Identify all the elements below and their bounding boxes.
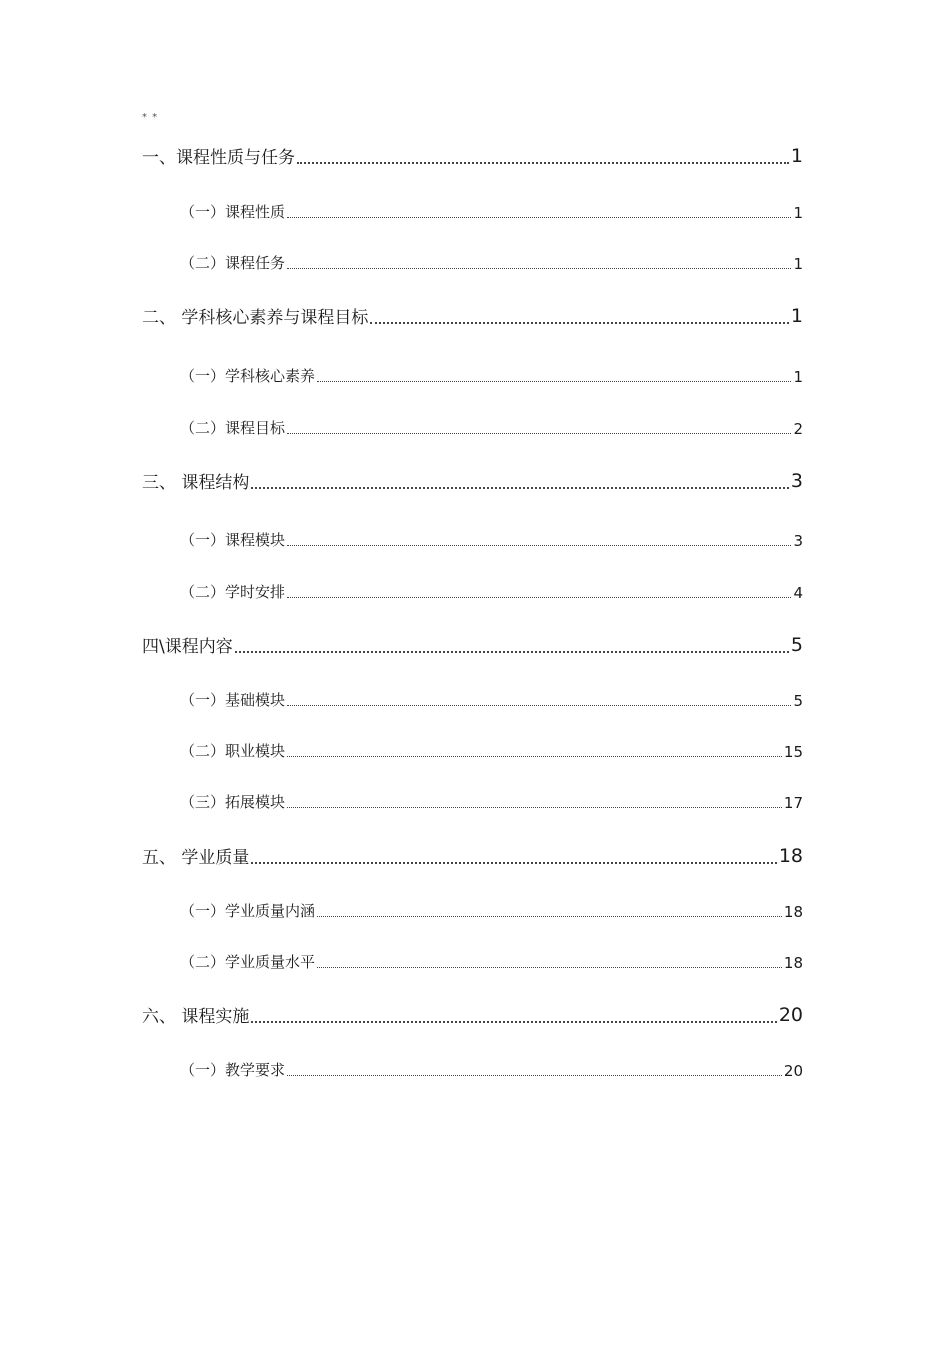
toc-entry[interactable] <box>180 740 803 761</box>
header-marker: * * <box>142 112 159 123</box>
toc-page-number: 20 <box>778 1004 803 1026</box>
toc-dot-leader <box>287 217 791 218</box>
toc-page-number: 18 <box>783 903 803 921</box>
toc-dot-leader <box>287 545 791 546</box>
toc-dot-leader <box>287 807 782 808</box>
toc-dot-leader <box>287 756 782 757</box>
toc-page-number: 1 <box>790 145 803 167</box>
toc-page-number: 3 <box>790 470 803 492</box>
toc-entry[interactable] <box>142 468 803 493</box>
toc-page-number: 1 <box>790 305 803 327</box>
toc-entry[interactable] <box>142 143 803 168</box>
toc-entry[interactable] <box>180 581 803 602</box>
toc-entry-label: （二）职业模块 <box>180 742 286 760</box>
toc-entry-label: （二）学业质量水平 <box>180 953 316 971</box>
toc-entry[interactable] <box>142 843 803 868</box>
toc-dot-leader <box>287 268 791 269</box>
toc-entry[interactable] <box>142 632 803 657</box>
toc-dot-leader <box>251 1021 776 1023</box>
toc-entry-label: （一）学科核心素养 <box>180 367 316 385</box>
toc-page-number: 5 <box>793 692 803 710</box>
toc-dot-leader <box>317 916 782 917</box>
toc-entry-label: （一）基础模块 <box>180 691 286 709</box>
toc-dot-leader <box>370 322 789 324</box>
toc-page-number: 18 <box>778 845 803 867</box>
toc-page-number: 4 <box>793 584 803 602</box>
toc-entry[interactable] <box>180 365 803 386</box>
toc-entry-label: （三）拓展模块 <box>180 793 286 811</box>
toc-dot-leader <box>287 705 791 706</box>
toc-entry-label: （一）课程模块 <box>180 531 286 549</box>
toc-entry-label: （一）学业质量内涵 <box>180 902 316 920</box>
toc-entry[interactable] <box>180 529 803 550</box>
toc-page-number: 17 <box>783 794 803 812</box>
toc-page-number: 1 <box>793 368 803 386</box>
toc-dot-leader <box>297 162 789 164</box>
toc-entry[interactable] <box>142 303 803 328</box>
toc-dot-leader <box>287 597 791 598</box>
toc-page-number: 20 <box>783 1062 803 1080</box>
toc-entry-label: 五、 学业质量 <box>142 848 250 868</box>
toc-entry[interactable] <box>180 1059 803 1080</box>
toc-entry-label: （二）学时安排 <box>180 583 286 601</box>
toc-dot-leader <box>317 381 791 382</box>
toc-dot-leader <box>287 433 791 434</box>
toc-entry[interactable] <box>180 951 803 972</box>
toc-entry-label: （二）课程目标 <box>180 419 286 437</box>
toc-entry[interactable] <box>180 900 803 921</box>
toc-page-number: 5 <box>790 634 803 656</box>
toc-entry-label: 四\课程内容 <box>142 637 233 657</box>
toc-page-number: 2 <box>793 420 803 438</box>
toc-page-number: 3 <box>793 532 803 550</box>
toc-page-number: 15 <box>783 743 803 761</box>
toc-entry-label: 一、课程性质与任务 <box>142 148 295 168</box>
toc-entry[interactable] <box>180 417 803 438</box>
toc-dot-leader <box>287 1075 782 1076</box>
toc-entry-label: 二、 学科核心素养与课程目标 <box>142 308 369 328</box>
toc-entry-label: （一）教学要求 <box>180 1061 286 1079</box>
toc-dot-leader <box>317 967 782 968</box>
toc-page-number: 18 <box>783 954 803 972</box>
toc-entry[interactable] <box>142 1002 803 1027</box>
toc-entry[interactable] <box>180 201 803 222</box>
toc-entry-label: （一）课程性质 <box>180 203 286 221</box>
toc-entry-label: （二）课程任务 <box>180 254 286 272</box>
toc-entry[interactable] <box>180 689 803 710</box>
toc-entry-label: 六、 课程实施 <box>142 1007 250 1027</box>
toc-entry[interactable] <box>180 791 803 812</box>
toc-dot-leader <box>235 651 789 653</box>
toc-entry-label: 三、 课程结构 <box>142 473 250 493</box>
toc-entry[interactable] <box>180 252 803 273</box>
toc-page-number: 1 <box>793 255 803 273</box>
toc-page-number: 1 <box>793 204 803 222</box>
toc-dot-leader <box>251 487 789 489</box>
toc-dot-leader <box>251 862 776 864</box>
